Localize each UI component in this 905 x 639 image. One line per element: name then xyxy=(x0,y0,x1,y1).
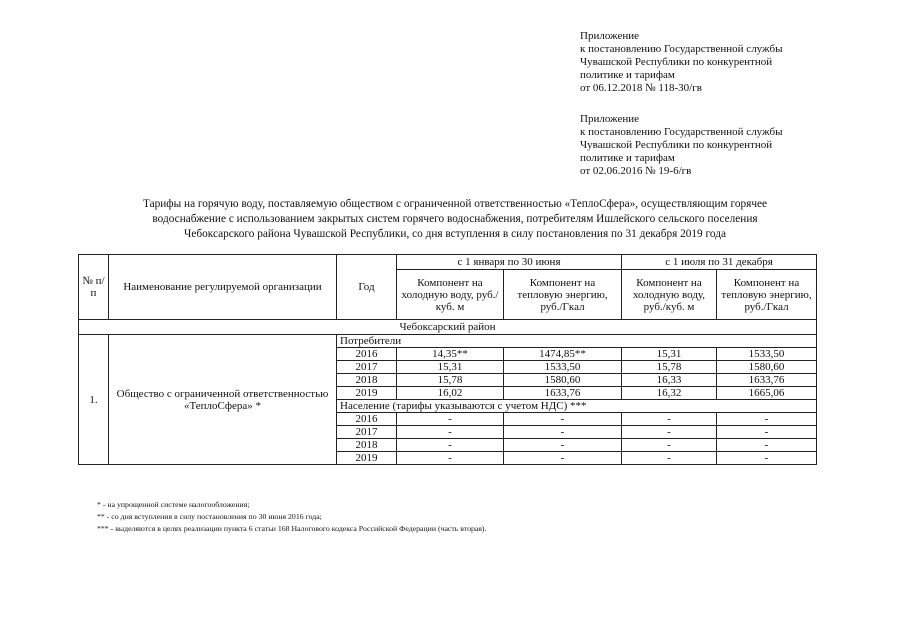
heat-1-cell: - xyxy=(504,452,622,465)
year-cell: 2018 xyxy=(337,439,397,452)
heat-2-cell: - xyxy=(717,413,817,426)
group-consumers-label: Потребители xyxy=(337,335,817,348)
appendix-line: Чувашской Республики по конкурентной xyxy=(580,139,773,151)
appendix-line: от 06.12.2018 № 118-30/гв xyxy=(580,82,702,94)
heat-2-cell: - xyxy=(717,426,817,439)
cold-2-cell: - xyxy=(622,452,717,465)
heat-2-cell: - xyxy=(717,452,817,465)
year-cell: 2016 xyxy=(337,348,397,361)
heat-2-cell: 1533,50 xyxy=(717,348,817,361)
cold-2-cell: - xyxy=(622,413,717,426)
year-cell: 2018 xyxy=(337,374,397,387)
group-population-label: Население (тарифы указываются с учетом НДС) *** xyxy=(337,400,817,413)
footnotes xyxy=(97,499,486,535)
region-row: Чебоксарский район xyxy=(79,320,817,335)
cold-2-cell: - xyxy=(622,439,717,452)
cold-2-cell: 16,32 xyxy=(622,387,717,400)
cold-2-cell: - xyxy=(622,426,717,439)
heat-1-cell: 1580,60 xyxy=(504,374,622,387)
title-line: Чебоксарского района Чувашской Республики, со дня вступления в силу постановления по 31 декабря 2019 года xyxy=(184,228,726,240)
appendix-line: Чувашской Республики по конкурентной xyxy=(580,56,773,68)
heat-2-cell: 1633,76 xyxy=(717,374,817,387)
appendix-line: политике и тарифам xyxy=(580,69,675,81)
heat-1-cell: 1533,50 xyxy=(504,361,622,374)
organization-name: Общество с ограниченной ответственностью «ТеплоСфера» * xyxy=(109,335,337,465)
header-period-2: с 1 июля по 31 декабря xyxy=(622,255,817,270)
cold-1-cell: 14,35** xyxy=(397,348,504,361)
title-line: Тарифы на горячую воду, поставляемую обществом с ограниченной ответственностью «ТеплоСфера», осуществляющим горячее xyxy=(142,198,768,210)
appendix-line: Приложение xyxy=(580,113,640,125)
footnote: ** - со дня вступления в силу постановления по 30 июня 2016 года; xyxy=(97,512,322,521)
cold-1-cell: 15,78 xyxy=(397,374,504,387)
header-heat-1: Компонент на тепловую энергию, руб./Гкал xyxy=(504,270,622,320)
year-cell: 2017 xyxy=(337,361,397,374)
cold-1-cell: - xyxy=(397,413,504,426)
year-cell: 2019 xyxy=(337,452,397,465)
cold-1-cell: - xyxy=(397,426,504,439)
heat-1-cell: - xyxy=(504,439,622,452)
cold-2-cell: 16,33 xyxy=(622,374,717,387)
heat-1-cell: - xyxy=(504,413,622,426)
header-period-1: с 1 января по 30 июня xyxy=(397,255,622,270)
heat-1-cell: 1633,76 xyxy=(504,387,622,400)
heat-1-cell: 1474,85** xyxy=(504,348,622,361)
tariff-table xyxy=(78,254,817,465)
document-title xyxy=(60,197,850,242)
cold-2-cell: 15,31 xyxy=(622,348,717,361)
appendix-line: политике и тарифам xyxy=(580,152,675,164)
header-num: № п/п xyxy=(79,255,109,320)
appendix-line: от 02.06.2016 № 19-6/гв xyxy=(580,165,692,177)
year-cell: 2016 xyxy=(337,413,397,426)
footnote: *** - выделяются в целях реализации пункта 6 статьи 168 Налогового кодекса Российской Федерации (часть вторая). xyxy=(97,524,487,533)
appendix-note-current xyxy=(580,30,880,95)
title-line: водоснабжение с использованием закрытых систем горячего водоснабжения, потребителям Ишлейского сельского поселения xyxy=(152,213,758,225)
appendix-line: Приложение xyxy=(580,30,640,42)
header-cold-1: Компонент на холодную воду, руб./куб. м xyxy=(397,270,504,320)
year-cell: 2019 xyxy=(337,387,397,400)
cold-1-cell: - xyxy=(397,439,504,452)
cold-1-cell: 15,31 xyxy=(397,361,504,374)
header-year: Год xyxy=(337,255,397,320)
footnote: * - на упрощенной системе налогообложения; xyxy=(97,500,250,509)
cold-2-cell: 15,78 xyxy=(622,361,717,374)
appendix-line: к постановлению Государственной службы xyxy=(580,126,783,138)
year-cell: 2017 xyxy=(337,426,397,439)
appendix-line: к постановлению Государственной службы xyxy=(580,43,783,55)
cold-1-cell: 16,02 xyxy=(397,387,504,400)
cold-1-cell: - xyxy=(397,452,504,465)
header-heat-2: Компонент на тепловую энергию, руб./Гкал xyxy=(717,270,817,320)
heat-1-cell: - xyxy=(504,426,622,439)
appendix-note-original xyxy=(580,113,880,178)
heat-2-cell: 1580,60 xyxy=(717,361,817,374)
header-cold-2: Компонент на холодную воду, руб./куб. м xyxy=(622,270,717,320)
header-org: Наименование регулируемой организации xyxy=(109,255,337,320)
heat-2-cell: - xyxy=(717,439,817,452)
heat-2-cell: 1665,06 xyxy=(717,387,817,400)
row-number: 1. xyxy=(79,335,109,465)
